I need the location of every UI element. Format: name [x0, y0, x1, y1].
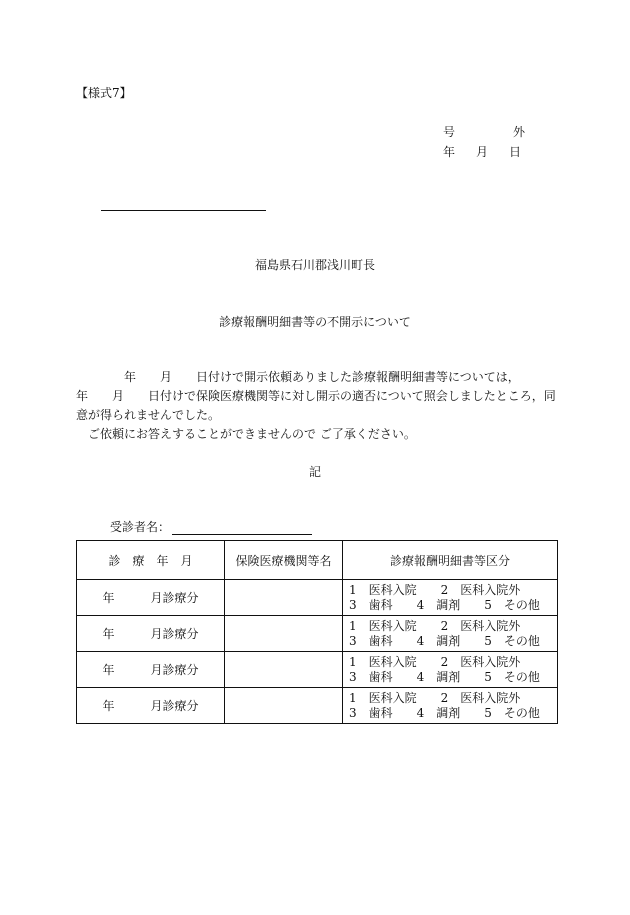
form-label: 【様式7】 — [76, 86, 132, 100]
treatment-table — [76, 540, 558, 724]
reference-block — [443, 122, 525, 162]
category-cell — [343, 616, 558, 652]
patient-name-label: 受診者名： — [110, 520, 171, 534]
institution-cell — [225, 580, 343, 616]
header-institution-name: 保険医療機関等名 — [225, 541, 343, 580]
table-row — [77, 616, 558, 652]
sender-name: 福島県石川郡浅川町長 — [254, 258, 375, 272]
category-line-2: 3 歯科 4 調剤 5 その他 — [349, 669, 540, 684]
category-line-2: 3 歯科 4 調剤 5 その他 — [349, 633, 540, 648]
patient-name-underline — [172, 521, 312, 535]
body-line-1: 年 月 日付けで開示依頼ありました診療報酬明細書等については， — [76, 370, 520, 384]
institution-cell — [225, 652, 343, 688]
date-month-label: 月 — [476, 145, 489, 159]
date-year-label: 年 — [443, 145, 456, 159]
reference-number-label: 号 — [443, 125, 456, 139]
category-line-1: 1 医科入院 2 医科入院外 — [349, 654, 521, 669]
treatment-month-cell: 年 月診療分 — [77, 652, 225, 688]
header-treatment-month: 診 療 年 月 — [77, 541, 225, 580]
table-row — [77, 652, 558, 688]
treatment-month-cell: 年 月診療分 — [77, 580, 225, 616]
reference-outside-label: 外 — [513, 125, 526, 139]
treatment-month-cell: 年 月診療分 — [77, 688, 225, 724]
table-row — [77, 580, 558, 616]
category-line-2: 3 歯科 4 調剤 5 その他 — [349, 705, 540, 720]
header-statement-category: 診療報酬明細書等区分 — [343, 541, 558, 580]
body-text — [76, 368, 556, 444]
body-line-3: ご依頼にお答えすることができませんので ご了承ください。 — [76, 427, 416, 441]
patient-name-field — [110, 518, 312, 535]
category-line-1: 1 医科入院 2 医科入院外 — [349, 618, 521, 633]
institution-cell — [225, 688, 343, 724]
body-line-2: 年 月 日付けで保険医療機関等に対し開示の適否について照会しましたところ，同意が得られませんでした。 — [76, 389, 556, 422]
category-cell — [343, 688, 558, 724]
category-cell — [343, 580, 558, 616]
institution-cell — [225, 616, 343, 652]
ki-heading: 記 — [308, 465, 321, 479]
category-cell — [343, 652, 558, 688]
date-day-label: 日 — [509, 145, 522, 159]
addressee-line — [101, 210, 266, 211]
category-line-1: 1 医科入院 2 医科入院外 — [349, 582, 521, 597]
document-subject: 診療報酬明細書等の不開示について — [219, 315, 411, 329]
table-row — [77, 688, 558, 724]
category-line-1: 1 医科入院 2 医科入院外 — [349, 690, 521, 705]
treatment-month-cell: 年 月診療分 — [77, 616, 225, 652]
table-header-row — [77, 541, 558, 580]
category-line-2: 3 歯科 4 調剤 5 その他 — [349, 597, 540, 612]
